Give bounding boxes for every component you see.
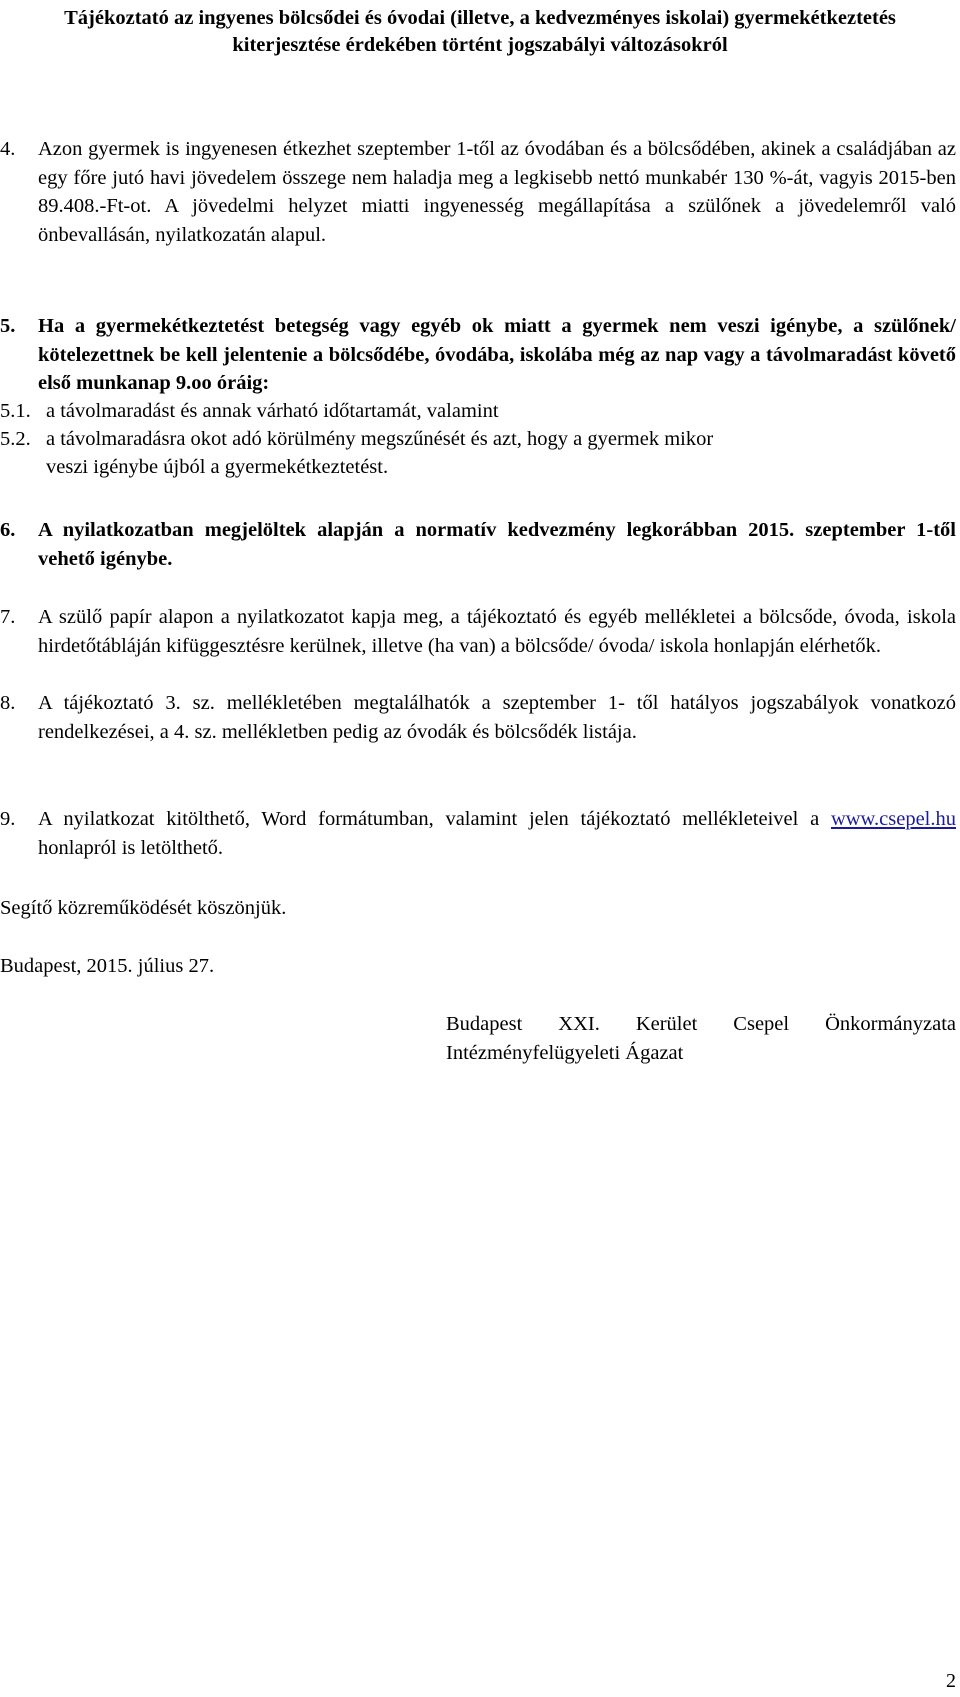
item-number: 7. (0, 606, 16, 628)
document-title (0, 5, 960, 59)
list-item-8 (0, 689, 956, 746)
title-line-1: Tájékoztató az ingyenes bölcsődei és óvodai (illetve, a kedvezményes iskolai) gyermekétkeztetés (64, 7, 896, 29)
page-number: 2 (946, 1670, 956, 1692)
item-number: 6. (0, 519, 16, 541)
item-number: 5. (0, 315, 16, 337)
item-number: 4. (0, 138, 16, 160)
item-text-before-link: A nyilatkozat kitölthető, Word formátumban, valamint jelen tájékoztató mellékleteivel a (38, 808, 820, 830)
list-item-5-subitems (0, 397, 956, 481)
item-text: Azon gyermek is ingyenesen étkezhet szeptember 1-től az óvodában és a bölcsődében, akinek a családjában az egy főre jutó havi jövedelem összege nem haladja meg a legkisebb nettó munkabér 130 %-át, vagyis 2015-ben 89.408.-Ft-ot. A jövedelmi helyzet miatti ingyenesség megállapítása a szülőnek a jövedelemről való önbevallásán, nyilatkozatán alapul. (38, 138, 956, 246)
subitem-5-2 (0, 425, 956, 453)
item-text (38, 805, 956, 862)
item-text: A szülő papír alapon a nyilatkozatot kapja meg, a tájékoztató és egyéb mellékletei a bölcsőde, óvoda, iskola hirdetőtábláján kifüggesztésre kerülnek, illetve (ha van) a bölcsőde/ óvoda/ iskola honlapján elérhetők. (38, 606, 956, 657)
date-line: Budapest, 2015. július 27. (0, 955, 215, 977)
subitem-number: 5.2. (0, 428, 31, 450)
signature-line-2: Intézményfelügyeleti Ágazat (446, 1042, 684, 1064)
subitem-5-2-continuation: veszi igénybe újból a gyermekétkeztetést. (46, 456, 389, 478)
list-item-9 (0, 805, 956, 862)
item-text: A nyilatkozatban megjelöltek alapján a normatív kedvezmény legkorábban 2015. szeptember 1-től vehető igénybe. (38, 519, 956, 570)
item-number: 9. (0, 808, 16, 830)
item-number: 8. (0, 692, 16, 714)
website-link[interactable]: www.csepel.hu (830, 808, 957, 830)
subitem-number: 5.1. (0, 400, 31, 422)
item-text: Ha a gyermekétkeztetést betegség vagy egyéb ok miatt a gyermek nem veszi igénybe, a szülőnek/ kötelezettnek be kell jelentenie a bölcsődébe, óvodába, iskolába még az nap vagy a távolmaradást követő első munkanap 9.oo óráig: (38, 315, 956, 394)
signature-block (446, 1010, 956, 1068)
subitem-text: a távolmaradást és annak várható időtartamát, valamint (46, 400, 499, 422)
closing-text: Segítő közreműködését köszönjük. (0, 897, 287, 919)
item-text: A tájékoztató 3. sz. mellékletében megtalálhatók a szeptember 1- től hatályos jogszabályok vonatkozó rendelkezései, a 4. sz. mellékletben pedig az óvodák és bölcsődék listája. (38, 692, 956, 743)
list-item-6 (0, 516, 956, 573)
list-item-7 (0, 603, 956, 660)
list-item-5 (0, 312, 956, 398)
title-line-2: kiterjesztése érdekében történt jogszabályi változásokról (232, 34, 728, 56)
list-item-4 (0, 135, 956, 249)
subitem-5-1 (0, 397, 956, 425)
signature-line-1: Budapest XXI. Kerület Csepel Önkormányzata (446, 1013, 956, 1035)
subitem-text: a távolmaradásra okot adó körülmény megszűnését és azt, hogy a gyermek mikor (46, 428, 714, 450)
item-text-after-link: honlapról is letölthető. (38, 836, 224, 859)
